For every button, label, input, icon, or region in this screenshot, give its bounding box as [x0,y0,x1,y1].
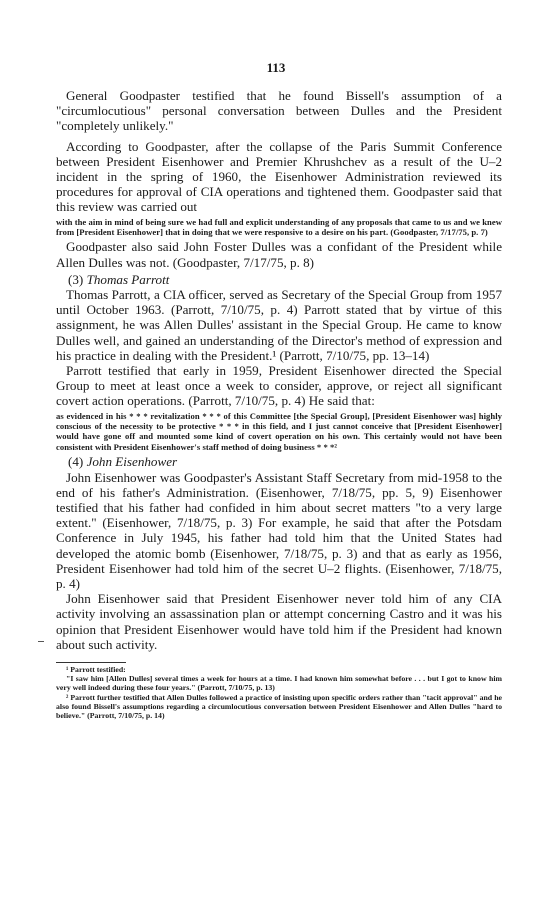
footnote-1-quote: "I saw him [Allen Dulles] several times a week for hours at a time. I had known him somewhat before . . . but I got to know him very well indeed during these four years." (Parrott, 7/10/75, p. 13) [56,674,502,693]
section-number: (4) [68,454,84,470]
section-heading-parrott [68,272,502,287]
footnote-rule [56,662,126,663]
margin-mark [38,641,44,642]
paragraph-goodpaster-testimony: General Goodpaster testified that he found Bissell's assumption of a "circumlocutious" personal conversation between Dulles and the President "completely unlikely." [56,88,502,134]
paragraph-john-eisenhower-role: John Eisenhower was Goodpaster's Assistant Staff Secretary from mid-1958 to the end of his father's Administration. (Eisenhower, 7/18/75, pp. 5, 9) Eisenhower testified that his father had confided in him about secret matters "to a very large extent." (Eisenhower, 7/18/75, p. 3) For example, he said that after the Potsdam Conference in July 1945, his father had told him that the United States had developed the atomic bomb (Eisenhower, 7/18/75, p. 3) and that as early as 1956, President Eisenhower had told him of the secret U–2 flights. (Eisenhower, 7/18/75, p. 4) [56,469,502,591]
section-name: Thomas Parrott [86,271,170,287]
document-body [56,88,502,720]
section-number: (3) [68,271,84,287]
paragraph-no-assassination: John Eisenhower said that President Eisenhower never told him of any CIA activity involving an assassination plan or attempt concerning Castro and it was his opinion that President Eisenhower would have told him if the President had known about such activity. [56,591,502,652]
footnote-2: ² Parrott further testified that Allen Dulles followed a practice of insisting upon specific orders rather than "tacit approval" and he also found Bissell's assumptions regarding a circumlocutious conversation between President Eisenhower and Allen Dulles "hard to believe." (Parrott, 7/10/75, p. 14) [56,692,502,720]
page-number: 113 [266,60,286,75]
section-heading-john-eisenhower [68,454,502,469]
quote-goodpaster: with the aim in mind of being sure we had full and explicit understanding of any proposals that came to us and we knew from [President Eisenhower] that in doing that we were responsive to a desire on his part. (Goodpaster, 7/17/75, p. 7) [56,216,502,238]
paragraph-special-group: Parrott testified that early in 1959, President Eisenhower directed the Special Group to meet at least once a week to consider, approve, or reject all significant covert action operations. (Parrott, 7/10/75, p. 4) He said that: [56,363,502,409]
section-name: John Eisenhower [86,454,178,470]
footnote-1-intro: ¹ Parrott testified: [66,664,126,674]
paragraph-paris-summit: According to Goodpaster, after the collapse of the Paris Summit Conference between President Eisenhower and Premier Khrushchev as a result of the U–2 incident in the spring of 1960, the Eisenhower Administration reviewed its procedures for approval of CIA operations and tightened them. Goodpaster said that this review was carried out [56,138,502,215]
paragraph-parrott-role: Thomas Parrott, a CIA officer, served as Secretary of the Special Group from 1957 until October 1963. (Parrott, 7/10/75, p. 4) Parrott stated that by virtue of this assignment, he was Allen Dulles' assistant in the Special Group. He came to know Dulles well, and gained an understanding of the Director's method of expression and his practice in dealing with the President.¹ (Parrott, 7/10/75, pp. 13–14) [56,287,502,363]
quote-parrott: as evidenced in his * * * revitalization * * * of this Committee [the Special Group], [President Eisenhower was] highly conscious of the necessity to be protective * * * in this field, and I just cannot conceive that [President Eisenhower] would have gone off and mounted some kind of covert operation on his own. This certainly would not have been consistent with President Eisenhower's staff method of doing business * * *² [56,410,502,452]
paragraph-foster-dulles: Goodpaster also said John Foster Dulles was a confidant of the President while Allen Dulles was not. (Goodpaster, 7/17/75, p. 8) [56,239,502,270]
